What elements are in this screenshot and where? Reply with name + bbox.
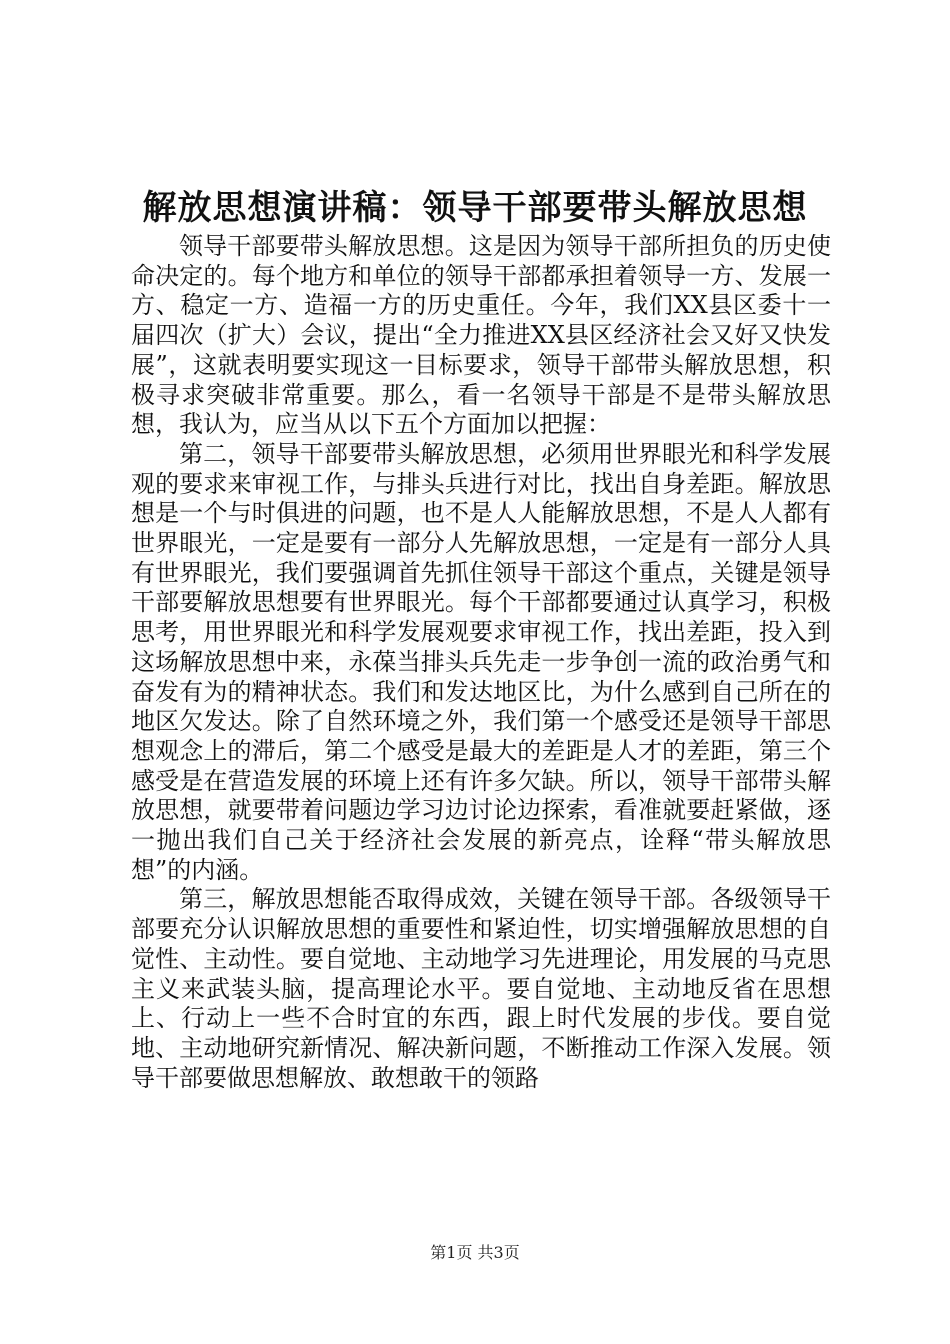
document-title: 解放思想演讲稿：领导干部要带头解放思想 [142,188,808,228]
page-number-footer: 第1页 共3页 [430,1243,520,1262]
paragraph-third: 第三，解放思想能否取得成效，关键在领导干部。各级领导干部要充分认识解放思想的重要性和紧迫性，切实增强解放思想的自觉性、主动性。要自觉地、主动地学习先进理论，用发展的马克思主义来武装头脑，提高理论水平。要自觉地、主动地反省在思想上、行动上一些不合时宜的东西，跟上时代发展的步伐。要自觉地、主动地研究新情况、解决新问题，不断推动工作深入发展。领导干部要做思想解放、敢想敢干的领路 [131,885,831,1092]
paragraph-second: 第二，领导干部要带头解放思想，必须用世界眼光和科学发展观的要求来审视工作，与排头兵进行对比，找出自身差距。解放思想是一个与时俱进的问题，也不是人人能解放思想，不是人人都有世界眼光，一定是要有一部分人先解放思想，一定是有一部分人具有世界眼光，我们要强调首先抓住领导干部这个重点，关键是领导干部要解放思想要有世界眼光。每个干部都要通过认真学习，积极思考，用世界眼光和科学发展观要求审视工作，找出差距，投入到这场解放思想中来，永葆当排头兵先走一步争创一流的政治勇气和奋发有为的精神状态。我们和发达地区比，为什么感到自己所在的地区欠发达。除了自然环境之外，我们第一个感受还是领导干部思想观念上的滞后，第二个感受是最大的差距是人才的差距，第三个感受是在营造发展的环境上还有许多欠缺。所以，领导干部带头解放思想，就要带着问题边学习边讨论边探索，看准就要赶紧做，逐一抛出我们自己关于经济社会发展的新亮点，诠释“带头解放思想”的内涵。 [131,439,831,884]
document-body [131,232,831,1093]
paragraph-intro: 领导干部要带头解放思想。这是因为领导干部所担负的历史使命决定的。每个地方和单位的领导干部都承担着领导一方、发展一方、稳定一方、造福一方的历史重任。今年，我们XX县区委十一届四次（扩大）会议，提出“全力推进XX县区经济社会又好又快发展”，这就表明要实现这一目标要求，领导干部带头解放思想，积极寻求突破非常重要。那么，看一名领导干部是不是带头解放思想，我认为，应当从以下五个方面加以把握： [131,232,831,439]
